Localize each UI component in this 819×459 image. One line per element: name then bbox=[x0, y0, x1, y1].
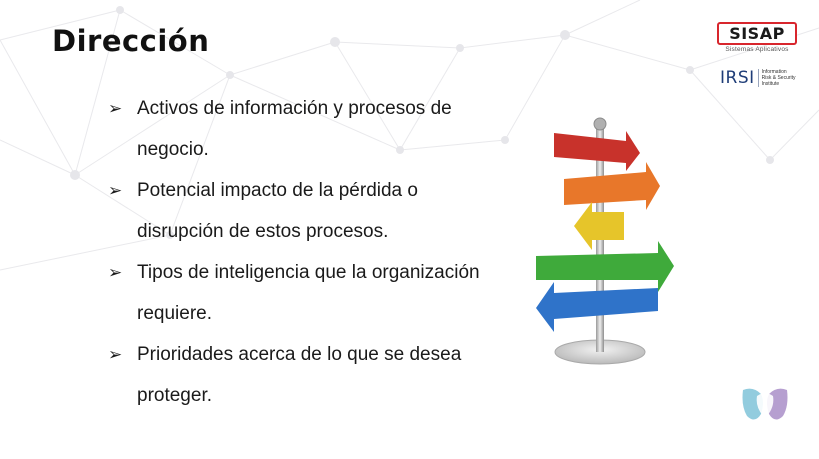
signpost-illustration bbox=[530, 112, 680, 370]
irsi-logo-name: IRSI bbox=[720, 68, 755, 88]
bullet-item bbox=[108, 252, 488, 334]
arrowhead-bullet-icon: ➢ bbox=[108, 99, 123, 118]
signpost-cap bbox=[594, 118, 606, 130]
irsi-logo bbox=[720, 67, 800, 89]
bullet-item bbox=[108, 334, 488, 416]
arrowhead-bullet-icon: ➢ bbox=[108, 181, 123, 200]
bullet-item bbox=[108, 88, 488, 170]
irsi-logo-divider bbox=[758, 69, 759, 87]
bullet-list bbox=[108, 88, 488, 416]
corner-logo bbox=[739, 384, 791, 424]
sisap-logo-tagline: Sistemas Aplicativos bbox=[725, 46, 789, 53]
sisap-logo-box bbox=[717, 22, 797, 45]
sisap-logo-name: SISAP bbox=[729, 24, 785, 43]
bullet-text: Tipos de inteligencia que la organización requiere. bbox=[137, 262, 480, 324]
bullet-text: Activos de información y procesos de negocio. bbox=[137, 98, 452, 160]
irsi-logo-tagline: Information Risk & Security Institute bbox=[761, 69, 796, 87]
bullet-item bbox=[108, 170, 488, 252]
sisap-logo bbox=[717, 22, 797, 56]
arrowhead-bullet-icon: ➢ bbox=[108, 263, 123, 282]
arrowhead-bullet-icon: ➢ bbox=[108, 345, 123, 364]
bullet-text: Prioridades acerca de lo que se desea proteger. bbox=[137, 344, 462, 406]
green-arrow-sign bbox=[536, 241, 674, 292]
bullet-text: Potencial impacto de la pérdida o disrupción de estos procesos. bbox=[137, 180, 418, 242]
slide-title: Dirección bbox=[52, 24, 210, 58]
orange-arrow-sign bbox=[564, 162, 660, 210]
